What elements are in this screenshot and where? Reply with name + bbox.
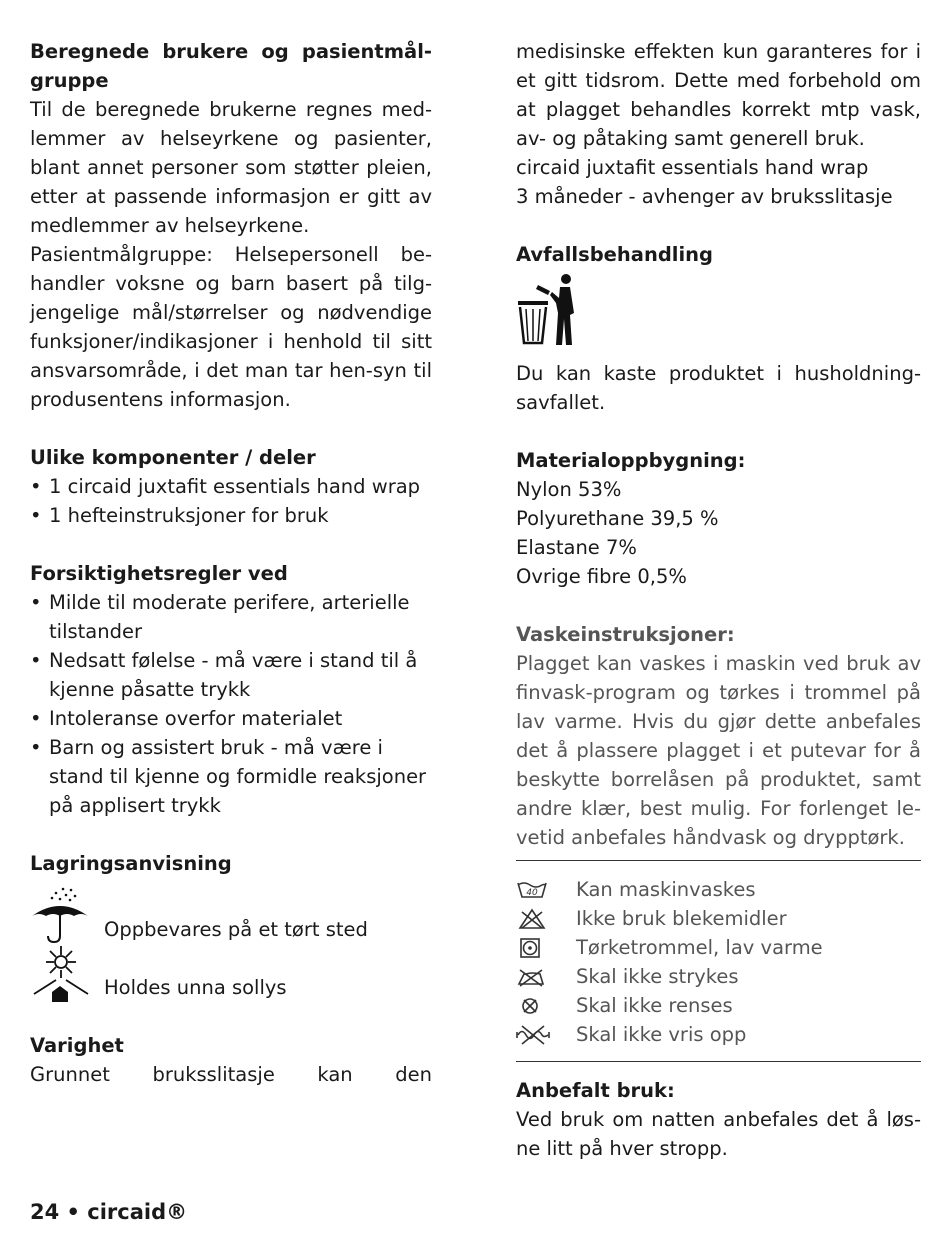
list-item: • 1 hefteinstruksjoner for bruk bbox=[30, 501, 432, 530]
wash-heading: Vaskeinstruksjoner: bbox=[516, 623, 735, 646]
storage-heading: Lagringsanvisning bbox=[30, 852, 232, 875]
storage-dry-row bbox=[30, 886, 432, 944]
care-row-iron bbox=[516, 962, 921, 991]
precautions-list bbox=[30, 588, 432, 820]
waste-bin-person-icon bbox=[516, 273, 580, 349]
right-column bbox=[516, 37, 921, 1163]
material-item: Nylon 53% bbox=[516, 478, 622, 501]
care-label: Tørketrommel, lav varme bbox=[576, 936, 823, 959]
care-label: Skal ikke strykes bbox=[576, 965, 739, 988]
users-text: Til de beregnede brukerne regnes med-lemmer av helseyrkene og pasienter, blant annet personer som støtter pleien, etter at passende informasjon er gitt av medlemmer av helseyrkene. bbox=[30, 98, 432, 237]
recommended-text: Ved bruk om natten anbefales det å løs-ne litt på hver stropp. bbox=[516, 1108, 921, 1160]
care-label: Ikke bruk blekemidler bbox=[576, 907, 787, 930]
no-dry-clean-icon bbox=[516, 995, 560, 1017]
wash-text: Plagget kan vaskes i maskin ved bruk av finvask-program og tørkes i trommel på lav varme. Hvis du gjør dette anbefales det å plassere plagget i et putevar for å beskytte borrelåsen på produktet, samt andre klær, best mulig. For forlenget le-vetid anbefales håndvask og drypptørk. bbox=[516, 652, 921, 849]
left-column bbox=[30, 37, 432, 1089]
material-item: Elastane 7% bbox=[516, 536, 637, 559]
list-item: • 1 circaid juxtafit essentials hand wrap bbox=[30, 472, 432, 501]
wash-40-icon bbox=[516, 879, 560, 901]
components-list bbox=[30, 472, 432, 530]
storage-dry-text: Oppbevares på et tørt sted bbox=[104, 918, 368, 941]
no-wring-icon bbox=[516, 1024, 560, 1046]
material-item: Ovrige fibre 0,5% bbox=[516, 565, 687, 588]
care-label: Kan maskinvaskes bbox=[576, 878, 756, 901]
care-row-bleach bbox=[516, 904, 921, 933]
care-row-wring bbox=[516, 1020, 921, 1049]
care-label: Skal ikke renses bbox=[576, 994, 733, 1017]
care-row-wash bbox=[516, 875, 921, 904]
users-heading-line2: gruppe bbox=[30, 69, 109, 92]
list-item: • Nedsatt følelse - må være i stand til å kjenne påsatte trykk bbox=[30, 646, 432, 704]
care-label: Skal ikke vris opp bbox=[576, 1023, 747, 1046]
precautions-heading: Forsiktighetsregler ved bbox=[30, 562, 288, 585]
tumble-dry-low-icon bbox=[516, 937, 560, 959]
recommended-heading: Anbefalt bruk: bbox=[516, 1079, 675, 1102]
material-list bbox=[516, 475, 921, 591]
duration-value: 3 måneder - avhenger av bruksslitasje bbox=[516, 185, 893, 208]
users-heading bbox=[30, 37, 432, 95]
list-item: • Milde til moderate perifere, arterielle tilstander bbox=[30, 588, 432, 646]
duration-continued-text: medisinske effekten kun garanteres for i et gitt tidsrom. Dette med forbehold om at plagget behandles korrekt mtp vask, av- og påtaking samt generell bruk. bbox=[516, 40, 921, 150]
care-row-dry bbox=[516, 933, 921, 962]
keep-away-sunlight-icon bbox=[30, 944, 92, 1002]
components-heading: Ulike komponenter / deler bbox=[30, 446, 316, 469]
waste-heading: Avfallsbehandling bbox=[516, 243, 713, 266]
keep-dry-umbrella-icon bbox=[30, 886, 92, 944]
no-bleach-icon bbox=[516, 908, 560, 930]
page-footer: 24 • circaid® bbox=[30, 1200, 188, 1224]
duration-heading: Varighet bbox=[30, 1034, 124, 1057]
waste-text: Du kan kaste produktet i husholdning-savfallet. bbox=[516, 362, 921, 414]
material-item: Polyurethane 39,5 % bbox=[516, 507, 719, 530]
patient-text: Pasientmålgruppe: Helsepersonell be-handler voksne og barn basert på tilg-jengelige mål/størrelser og nødvendige funksjoner/indikasjoner i henhold til sitt ansvarsområde, i det man tar hen-syn til produsentens informasjon. bbox=[30, 243, 432, 411]
storage-sun-text: Holdes unna sollys bbox=[104, 976, 287, 999]
divider bbox=[516, 860, 921, 861]
care-row-dryclean bbox=[516, 991, 921, 1020]
care-symbols-list bbox=[516, 875, 921, 1049]
svg-text:40: 40 bbox=[526, 887, 538, 898]
storage-sun-row bbox=[30, 944, 432, 1002]
product-name: circaid juxtafit essentials hand wrap bbox=[516, 156, 869, 179]
list-item: • Intoleranse overfor materialet bbox=[30, 704, 432, 733]
material-heading: Materialoppbygning: bbox=[516, 449, 746, 472]
no-iron-icon bbox=[516, 966, 560, 988]
duration-text: Grunnet bruksslitasje kan den bbox=[30, 1063, 432, 1086]
list-item: • Barn og assistert bruk - må være i stand til kjenne og formidle reaksjoner på applisert trykk bbox=[30, 733, 432, 820]
users-heading-line1: Beregnede brukere og pasientmål- bbox=[30, 40, 432, 63]
